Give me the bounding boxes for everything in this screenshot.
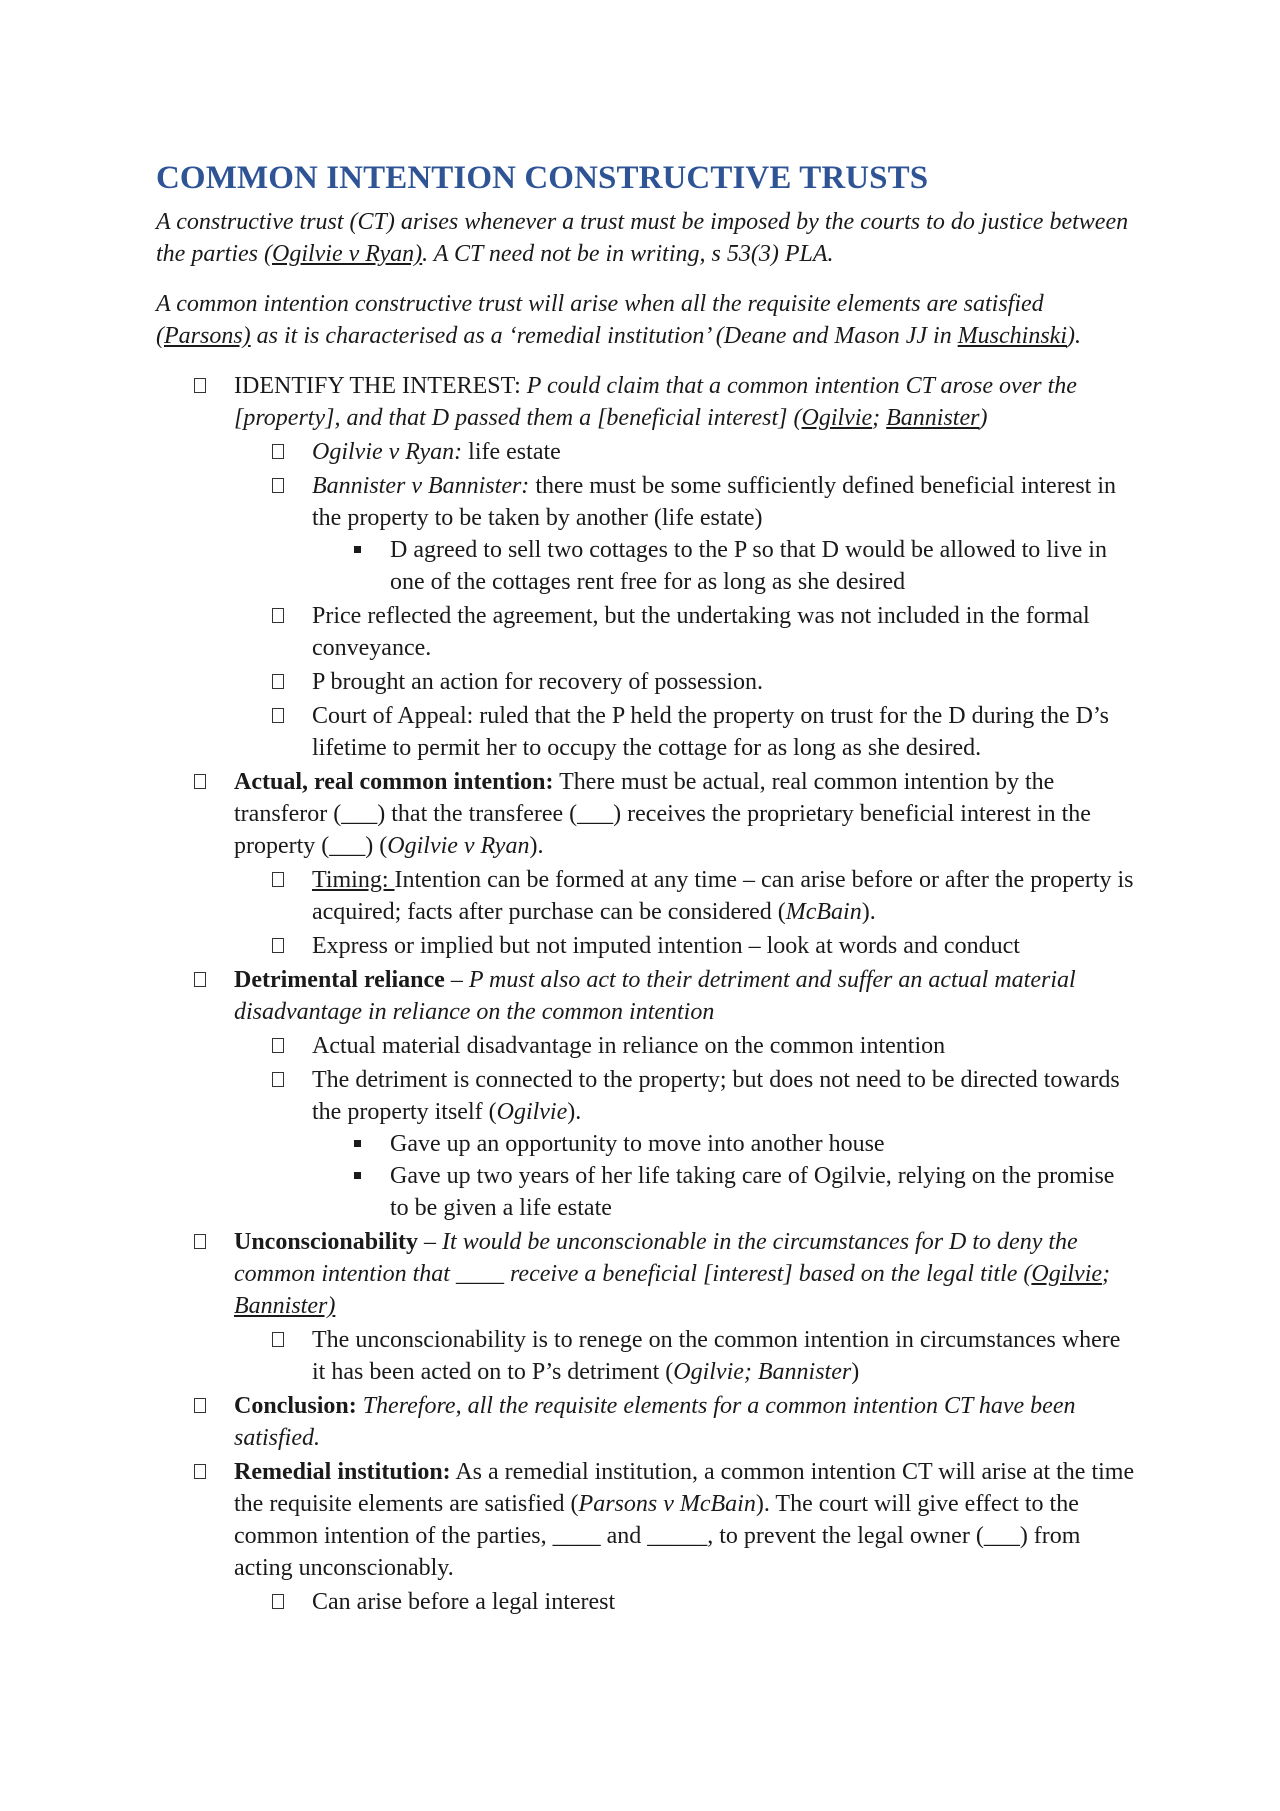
case-ref: Bannister: [886, 405, 980, 431]
intro1-text-a: A constructive trust (CT) arises whenever a trust must be imposed by the courts to do justice between the parties (: [156, 209, 1129, 267]
case-ref: Bannister): [234, 1293, 336, 1319]
item-text: The unconscionability is to renege on the common intention in circumstances where it has been acted on to P’s detriment (: [312, 1327, 1121, 1385]
section-label: Detrimental reliance: [234, 967, 445, 993]
separator: ;: [872, 405, 887, 431]
list-item: [234, 1324, 1136, 1388]
checkbox-icon: [272, 608, 284, 623]
sublist: [234, 864, 1136, 962]
close-paren: ): [851, 1359, 860, 1385]
checkbox-icon: [194, 1398, 206, 1413]
list-item: [234, 1064, 1136, 1224]
item-text: Intention can be formed at any time – can arise before or after the property is acquired; facts after purchase can be considered (: [312, 867, 1134, 925]
sublist: [234, 1586, 1136, 1618]
sublist: [312, 534, 1136, 598]
case-ref: Ogilvie: [801, 405, 873, 431]
square-bullet-icon: [354, 546, 361, 553]
section-label: Actual, real common intention:: [234, 769, 554, 795]
checkbox-icon: [272, 444, 284, 459]
main-checklist: [156, 370, 1136, 1618]
item-text: Gave up an opportunity to move into another house: [390, 1131, 885, 1157]
list-item: [234, 1586, 1136, 1618]
item-label: Timing:: [312, 867, 395, 893]
checkbox-icon: [194, 1464, 206, 1479]
document-page: [156, 158, 1136, 1618]
item-text: The detriment is connected to the property; but does not need to be directed towards the property itself (: [312, 1067, 1120, 1125]
item-text: Can arise before a legal interest: [312, 1589, 616, 1615]
list-item: [234, 600, 1136, 664]
checkbox-icon: [272, 674, 284, 689]
list-item: [234, 700, 1136, 764]
list-item-identify-interest: [156, 370, 1136, 764]
checkbox-icon: [272, 478, 284, 493]
separator: ;: [1102, 1261, 1111, 1287]
intro2-text-a: A common intention constructive trust will arise when all the requisite elements are satisfied (: [156, 291, 1044, 349]
case-name: Bannister v Bannister:: [312, 473, 530, 499]
section-label: Remedial institution:: [234, 1459, 451, 1485]
section-text: There must be actual, real common intention by the transferor (___) that the transferee (___) receives the proprietary beneficial interest in the property (___) (: [234, 769, 1091, 859]
intro1-text-b: . A CT need not be in writing, s 53(3) PLA.: [422, 241, 834, 267]
close-paren: ): [979, 405, 988, 431]
intro2-text-c: ).: [1067, 323, 1081, 349]
list-item-common-intention: [156, 766, 1136, 962]
item-text: D agreed to sell two cottages to the P so that D would be allowed to live in one of the cottages rent free for as long as she desired: [390, 537, 1107, 595]
section-text: As a remedial institution, a common intention CT will arise at the time the requisite elements are satisfied (: [234, 1459, 1135, 1517]
list-item: [234, 930, 1136, 962]
square-bullet-icon: [354, 1172, 361, 1179]
checkbox-icon: [194, 378, 206, 393]
close-paren: ).: [529, 833, 544, 859]
case-ref: Ogilvie: [1031, 1261, 1103, 1287]
checkbox-icon: [272, 872, 284, 887]
checkbox-icon: [272, 938, 284, 953]
intro-paragraph-1: [156, 206, 1136, 270]
sublist: [234, 1324, 1136, 1388]
section-label: Conclusion:: [234, 1393, 357, 1419]
section-text: P could claim that a common intention CT arose over the [property], and that D passed them a [beneficial interest] (: [234, 373, 1077, 431]
item-text: Express or implied but not imputed intention – look at words and conduct: [312, 933, 1020, 959]
section-label: Unconscionability: [234, 1229, 419, 1255]
checkbox-icon: [272, 1332, 284, 1347]
section-text: – It would be unconscionable in the circumstances for D to deny the common intention that ____ receive a beneficial [interest] based on the legal title (: [234, 1229, 1078, 1287]
case-name: Ogilvie v Ryan:: [312, 439, 463, 465]
list-item: [312, 534, 1136, 598]
section-text-2: ). The court will give effect to the common intention of the parties, ____ and _____, to prevent the legal owner (___) from acting unconscionably.: [234, 1491, 1081, 1581]
list-item-unconscionability: [156, 1226, 1136, 1388]
sublist: [312, 1128, 1136, 1224]
list-item: [234, 1030, 1136, 1062]
close-paren: ).: [567, 1099, 582, 1125]
checkbox-icon: [272, 1038, 284, 1053]
square-bullet-icon: [354, 1140, 361, 1147]
list-item: [312, 1128, 1136, 1160]
item-text: Gave up two years of her life taking care of Ogilvie, relying on the promise to be given a life estate: [390, 1163, 1115, 1221]
checkbox-icon: [194, 774, 206, 789]
list-item: [234, 436, 1136, 468]
list-item: [312, 1160, 1136, 1224]
section-text: Therefore, all the requisite elements for a common intention CT have been satisfied.: [234, 1393, 1076, 1451]
list-item: [234, 864, 1136, 928]
section-label: IDENTIFY THE INTEREST:: [234, 373, 521, 399]
checkbox-icon: [272, 1072, 284, 1087]
list-item-remedial-institution: [156, 1456, 1136, 1618]
list-item: [234, 666, 1136, 698]
case-muschinski: Muschinski: [957, 323, 1067, 349]
item-text: Court of Appeal: ruled that the P held the property on trust for the D during the D’s lifetime to permit her to occupy the cottage for as long as she desired.: [312, 703, 1109, 761]
checkbox-icon: [194, 972, 206, 987]
checkbox-icon: [194, 1234, 206, 1249]
sublist: [234, 436, 1136, 764]
item-text: Price reflected the agreement, but the undertaking was not included in the formal conveyance.: [312, 603, 1090, 661]
list-item-conclusion: [156, 1390, 1136, 1454]
case-ogilvie-v-ryan: Ogilvie v Ryan): [271, 241, 423, 267]
case-ref: Ogilvie v Ryan: [387, 833, 530, 859]
case-ref: Ogilvie; Bannister: [673, 1359, 852, 1385]
intro2-text-b: as it is characterised as a ‘remedial institution’ (Deane and Mason JJ in: [250, 323, 958, 349]
case-ref: McBain: [785, 899, 862, 925]
case-ref: Parsons v McBain: [578, 1491, 756, 1517]
case-ref: Ogilvie: [496, 1099, 568, 1125]
checkbox-icon: [272, 1594, 284, 1609]
item-text: there must be some sufficiently defined beneficial interest in the property to be taken by another (life estate): [312, 473, 1117, 531]
checkbox-icon: [272, 708, 284, 723]
intro-paragraph-2: [156, 288, 1136, 352]
case-parsons: Parsons): [164, 323, 251, 349]
page-title: COMMON INTENTION CONSTRUCTIVE TRUSTS: [156, 160, 929, 196]
list-item-detrimental-reliance: [156, 964, 1136, 1224]
section-text: – P must also act to their detriment and suffer an actual material disadvantage in reliance on the common intention: [234, 967, 1076, 1025]
sublist: [234, 1030, 1136, 1224]
item-text: P brought an action for recovery of possession.: [312, 669, 764, 695]
list-item: [234, 470, 1136, 598]
item-text: life estate: [462, 439, 561, 465]
close-paren: ).: [861, 899, 876, 925]
item-text: Actual material disadvantage in reliance on the common intention: [312, 1033, 946, 1059]
